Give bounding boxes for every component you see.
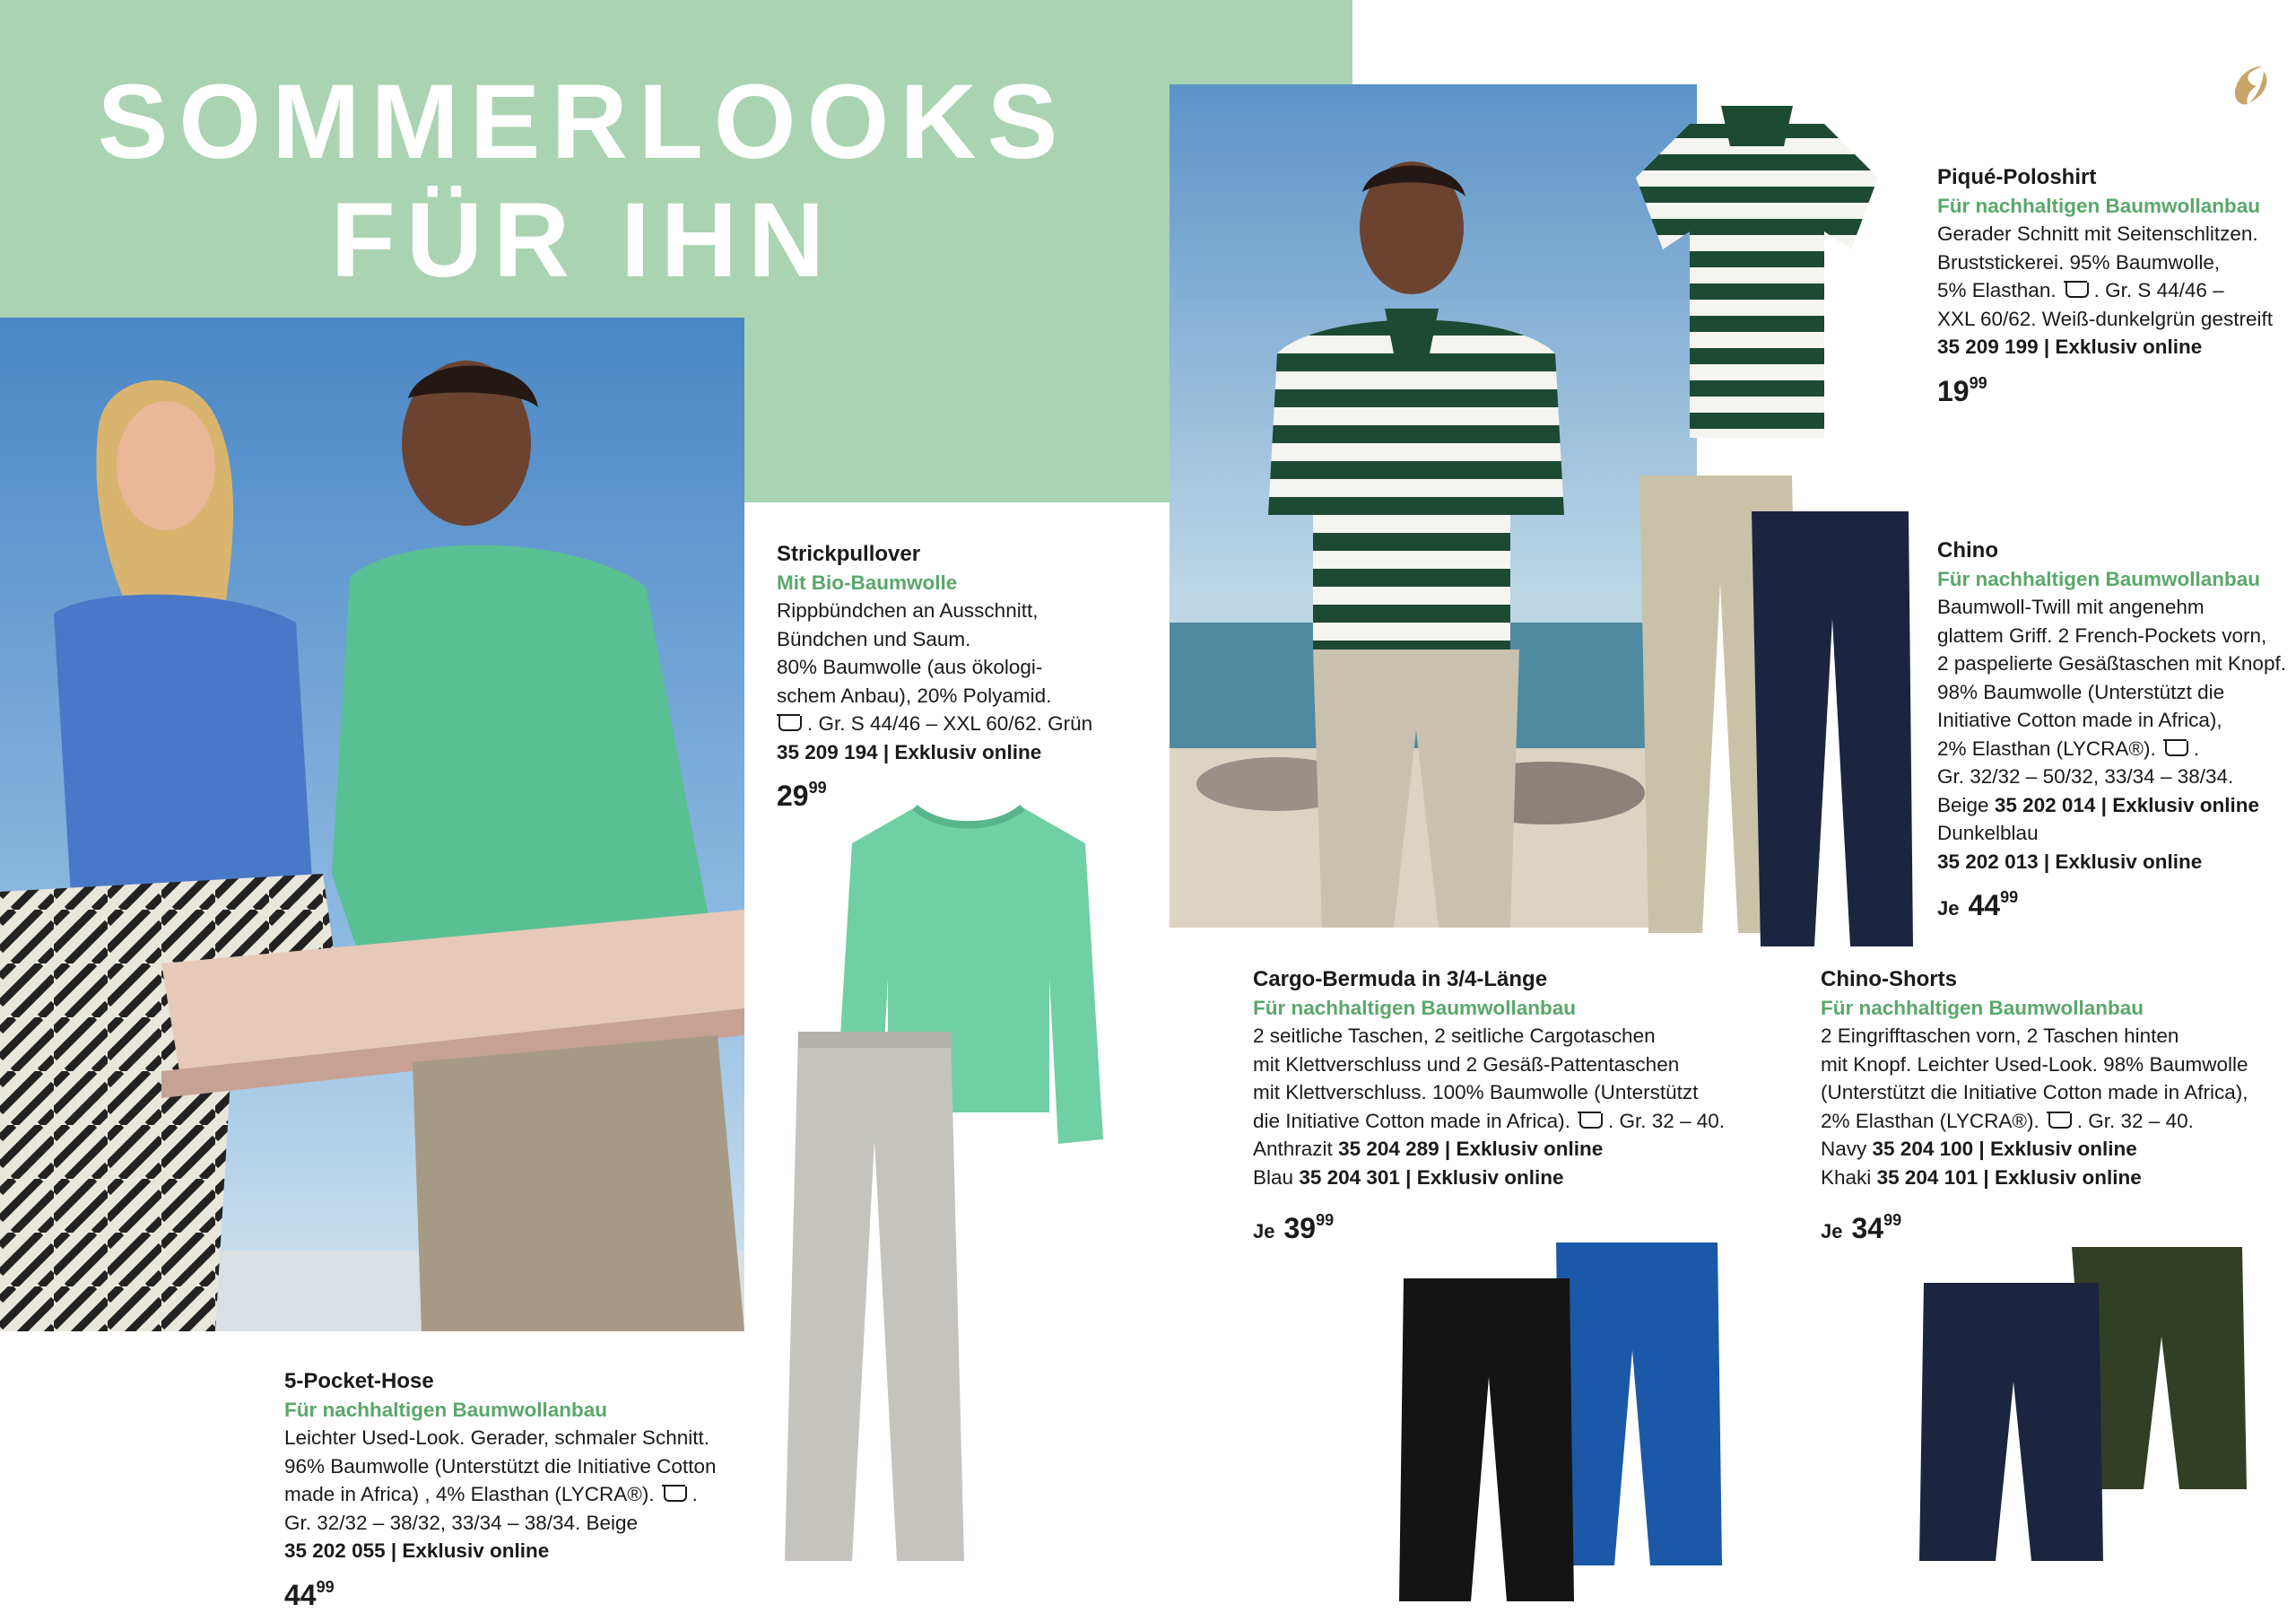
- product-desc: schem Anbau), 20% Polyamid.: [777, 684, 1052, 707]
- product-desc: Rippbündchen an Ausschnitt,: [777, 599, 1039, 622]
- wash-care-icon: [2048, 1113, 2072, 1129]
- product-variant: Navy 35 204 100 | Exklusiv online: [1821, 1138, 2137, 1160]
- headline-line-1: SOMMERLOOKS: [97, 63, 1069, 181]
- product-desc-line: die Initiative Cotton made in Africa). . Gr. 32 – 40.: [1253, 1109, 1726, 1132]
- product-variant: Beige 35 202 014 | Exklusiv online: [1937, 793, 2260, 816]
- product-name: Piqué-Poloshirt: [1937, 165, 2097, 189]
- product-desc: mit Klettverschluss. 100% Baumwolle (Unterstützt: [1253, 1081, 1699, 1103]
- product-name: Chino-Shorts: [1821, 967, 1957, 991]
- product-desc: 80% Baumwolle (aus ökologi-: [777, 656, 1043, 678]
- product-desc: 2 paspelierte Gesäßtaschen mit Knopf.: [1937, 652, 2286, 675]
- product-desc: Baumwoll-Twill mit angenehm: [1937, 596, 2205, 618]
- product-price: $44^{99}$: [284, 1577, 335, 1611]
- product-desc: Gerader Schnitt mit Seitenschlitzen.: [1937, 222, 2258, 245]
- product-desc: Bündchen und Saum.: [777, 627, 971, 650]
- product-price: Je $34^{99}$: [1821, 1211, 1902, 1244]
- product-number: 35 209 199 | Exklusiv online: [1937, 336, 2203, 358]
- product-name: Cargo-Bermuda in 3/4-Länge: [1253, 967, 1548, 991]
- polo-shirt-image: [1636, 106, 1878, 438]
- product-price: $19^{99}$: [1937, 373, 1987, 407]
- product-desc-line: . Gr. S 44/46 – XXL 60/62. Grün: [777, 710, 1153, 738]
- product-subtitle: Für nachhaltigen Baumwollanbau: [1253, 996, 1577, 1019]
- wash-care-icon: [2165, 741, 2188, 756]
- product-desc: XXL 60/62. Weiß-dunkelgrün gestreift: [1937, 307, 2273, 330]
- product-name: 5-Pocket-Hose: [284, 1369, 434, 1393]
- product-price: Je $44^{99}$: [1937, 888, 2019, 921]
- product-variant: Anthrazit 35 204 289 | Exklusiv online: [1253, 1138, 1604, 1160]
- product-desc: (Unterstützt die Initiative Cotton made in Africa),: [1821, 1081, 2248, 1103]
- product-desc: 96% Baumwolle (Unterstützt die Initiative Cotton: [284, 1454, 717, 1478]
- product-subtitle: Für nachhaltigen Baumwollanbau: [1937, 567, 2261, 590]
- wash-care-icon: [1579, 1113, 1603, 1129]
- product-variant: Blau 35 204 301 | Exklusiv online: [1253, 1165, 1564, 1189]
- chino-shorts-image: [1919, 1247, 2251, 1570]
- wash-care-icon: [778, 716, 802, 731]
- product-strickpullover: [777, 540, 1153, 814]
- product-desc: 98% Baumwolle (Unterstützt die: [1937, 680, 2225, 703]
- product-desc: Leichter Used-Look. Gerader, schmaler Schnitt.: [284, 1426, 709, 1449]
- product-price: Je $39^{99}$: [1253, 1211, 1335, 1244]
- product-desc: mit Klettverschluss und 2 Gesäß-Pattentaschen: [1253, 1052, 1680, 1076]
- tchibo-bean-icon: [2222, 59, 2276, 113]
- product-five-pocket: [284, 1367, 769, 1613]
- product-desc-line: 5% Elasthan. . Gr. S 44/46 –: [1937, 279, 2224, 301]
- product-desc-line: 2% Elasthan (LYCRA®). .: [1937, 737, 2200, 760]
- product-variant: Khaki 35 204 101 | Exklusiv online: [1821, 1165, 2142, 1189]
- product-price: $29^{99}$: [777, 779, 827, 812]
- product-desc: mit Knopf. Leichter Used-Look. 98% Baumwolle: [1821, 1052, 2248, 1076]
- product-chino-shorts: [1821, 965, 2292, 1250]
- product-desc: 2 seitliche Taschen, 2 seitliche Cargotaschen: [1253, 1024, 1656, 1047]
- product-cargo-bermuda: [1253, 965, 1755, 1250]
- product-desc: Gr. 32/32 – 38/32, 33/34 – 38/34. Beige: [284, 1511, 639, 1534]
- five-pocket-pants-image: [780, 1032, 969, 1561]
- product-desc: Bruststickerei. 95% Baumwolle,: [1937, 250, 2221, 274]
- wash-care-icon: [664, 1487, 687, 1502]
- product-desc: Gr. 32/32 – 50/32, 33/34 – 38/34.: [1937, 765, 2234, 788]
- product-desc-line: made in Africa) , 4% Elasthan (LYCRA®). .: [284, 1483, 698, 1505]
- product-desc: 2 Eingrifftaschen vorn, 2 Taschen hinten: [1821, 1024, 2179, 1047]
- product-chino: [1937, 536, 2292, 927]
- beach-model-photo: [1170, 84, 1697, 928]
- product-subtitle: Für nachhaltigen Baumwollanbau: [284, 1398, 608, 1421]
- product-variant-color: Dunkelblau: [1937, 822, 2039, 844]
- product-desc: glattem Griff. 2 French-Pockets vorn,: [1937, 623, 2267, 647]
- couple-photo: [0, 318, 744, 1331]
- product-desc: Initiative Cotton made in Africa),: [1937, 709, 2222, 731]
- product-subtitle: Mit Bio-Baumwolle: [777, 571, 958, 594]
- mint-strip: [744, 318, 1170, 502]
- product-number: 35 209 194 | Exklusiv online: [777, 740, 1042, 763]
- product-subtitle: Für nachhaltigen Baumwollanbau: [1937, 194, 2261, 217]
- chino-pants-image: [1639, 475, 1918, 951]
- product-number: 35 202 013 | Exklusiv online: [1937, 850, 2203, 873]
- product-name: Chino: [1937, 538, 1998, 562]
- product-desc-line: 2% Elasthan (LYCRA®). . Gr. 32 – 40.: [1821, 1109, 2194, 1132]
- wash-care-icon: [2066, 283, 2089, 298]
- cargo-bermuda-image: [1399, 1242, 1722, 1601]
- product-polo: [1937, 163, 2292, 409]
- product-number: 35 202 055 | Exklusiv online: [284, 1539, 550, 1562]
- product-subtitle: Für nachhaltigen Baumwollanbau: [1821, 996, 2144, 1019]
- headline-line-2: FÜR IHN: [330, 181, 836, 300]
- product-name: Strickpullover: [777, 542, 921, 566]
